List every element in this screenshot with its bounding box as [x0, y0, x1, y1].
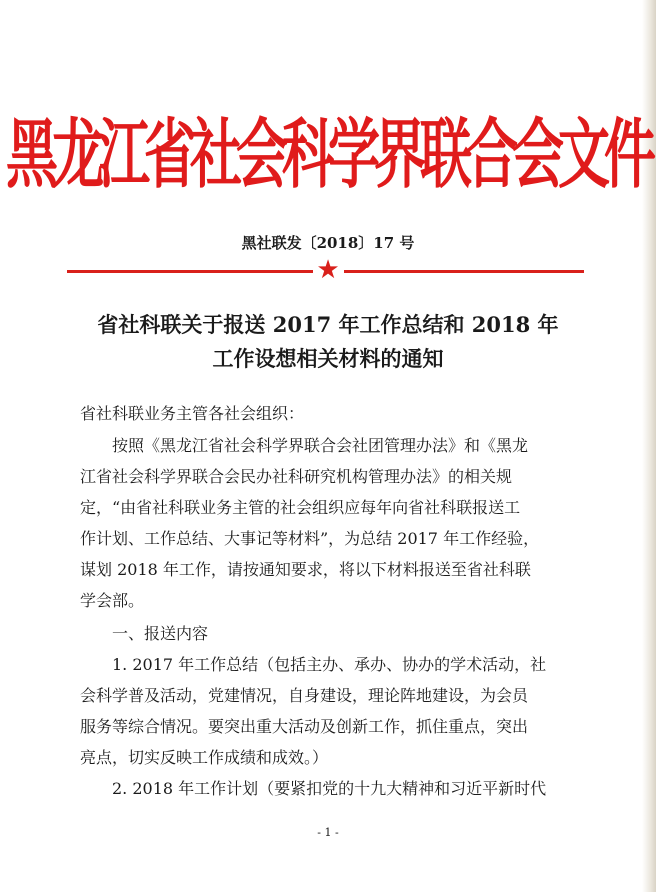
- paragraph-1: [80, 430, 580, 616]
- title-line-2: 工作设想相关材料的通知: [212, 346, 444, 371]
- red-divider-right: [344, 270, 584, 273]
- document-title: [0, 308, 656, 376]
- paragraph-1-line: 定，“由省社科联业务主管的社会组织应每年向省社科联报送工: [80, 498, 521, 517]
- paragraph-1-line: 谋划 2018 年工作，请按通知要求，将以下材料报送至省社科联: [80, 560, 531, 579]
- document-number: 黑社联发〔2018〕17 号: [241, 234, 415, 252]
- star-icon: ★: [316, 255, 340, 285]
- section-heading-1: [80, 618, 580, 649]
- list-item-1-line: 服务等综合情况。要突出重大活动及创新工作，抓住重点，突出: [80, 717, 529, 736]
- document-masthead: 黑龙江省社会科学界联合会文件: [5, 112, 650, 200]
- list-item-2: [80, 773, 580, 804]
- list-item-1-line: 会科学普及活动，党建情况，自身建设，理论阵地建设，为会员: [80, 686, 529, 705]
- salutation: 省社科联业务主管各社会组织：: [80, 404, 305, 423]
- list-item-1-line: 1. 2017 年工作总结（包括主办、承办、协办的学术活动，社: [112, 655, 547, 674]
- list-item-1-line: 亮点，切实反映工作成绩和成效。）: [80, 748, 329, 767]
- paragraph-1-line: 按照《黑龙江省社会科学界联合会社团管理办法》和《黑龙: [112, 436, 529, 455]
- red-divider-left: [67, 270, 313, 273]
- title-line-1: 省社科联关于报送 2017 年工作总结和 2018 年: [97, 312, 559, 337]
- list-item-1: [80, 649, 580, 773]
- page-number: - 1 -: [317, 826, 339, 839]
- section-heading-text: 一、报送内容: [112, 624, 209, 643]
- paragraph-1-line: 江省社会科学界联合会民办社科研究机构管理办法》的相关规: [80, 467, 513, 486]
- list-item-2-line: 2. 2018 年工作计划（要紧扣党的十九大精神和习近平新时代: [112, 779, 547, 798]
- paragraph-1-line: 学会部。: [80, 591, 145, 610]
- paragraph-1-line: 作计划、工作总结、大事记等材料”，为总结 2017 年工作经验，: [80, 529, 540, 548]
